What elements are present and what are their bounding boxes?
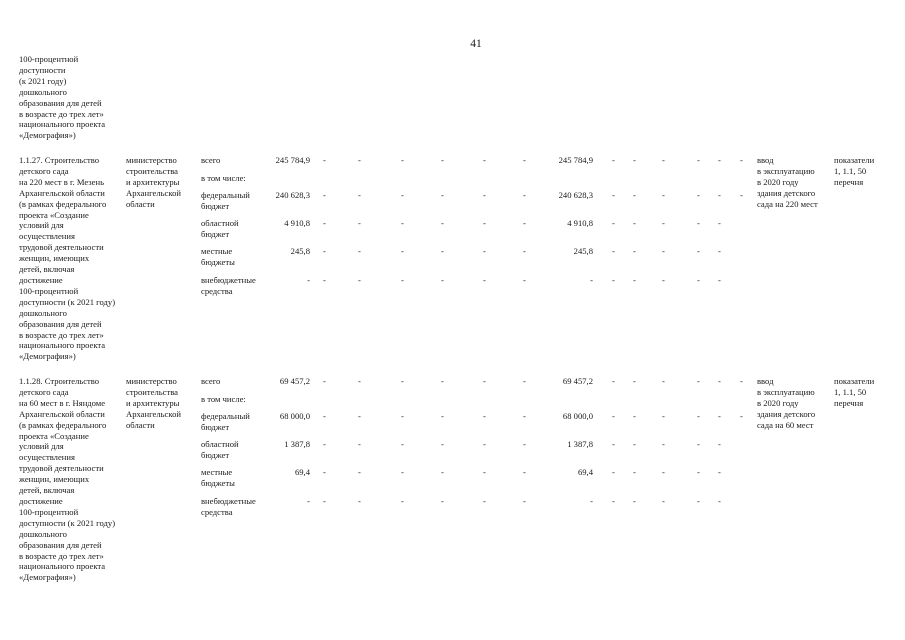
empty-year-cell: -: [612, 376, 615, 386]
empty-year-cell: -: [612, 275, 615, 285]
empty-year-cell: -: [483, 439, 486, 449]
total-amount: 69,4: [294, 467, 310, 477]
empty-year-cell: -: [358, 246, 361, 256]
funding-source-label: федеральный бюджет: [201, 190, 250, 211]
empty-year-cell: -: [633, 411, 636, 421]
empty-year-cell: -: [697, 190, 700, 200]
indicators-cell: показатели 1, 1.1, 50 перечня: [834, 376, 875, 408]
empty-year-cell: -: [441, 376, 444, 386]
empty-year-cell: -: [740, 190, 743, 200]
funding-source-label: областной бюджет: [201, 218, 239, 239]
empty-year-cell: -: [633, 218, 636, 228]
empty-year-cell: -: [401, 496, 404, 506]
empty-year-cell: -: [662, 496, 665, 506]
empty-year-cell: -: [718, 246, 721, 256]
total-amount: -: [307, 275, 310, 285]
empty-year-cell: -: [718, 190, 721, 200]
measure-title: 1.1.27. Строительство детского сада на 220 мест в г. Мезень Архангельской области (в рамках федерального проекта «Создание условий для осуществления трудовой деятельности женщин, имеющих детей, включая достижение 100-процентной доступности (к 2021 году) дошкольного образования для детей в возрасте до трех лет» национального проекта «Демография»): [19, 155, 116, 362]
empty-year-cell: -: [441, 275, 444, 285]
executor-cell: министерство строительства и архитектуры Архангельской области: [126, 376, 181, 430]
empty-year-cell: -: [401, 218, 404, 228]
empty-year-cell: -: [358, 439, 361, 449]
empty-year-cell: -: [358, 190, 361, 200]
empty-year-cell: -: [441, 496, 444, 506]
empty-year-cell: -: [358, 218, 361, 228]
empty-year-cell: -: [662, 218, 665, 228]
empty-year-cell: -: [697, 496, 700, 506]
empty-year-cell: -: [401, 190, 404, 200]
empty-year-cell: -: [662, 275, 665, 285]
empty-year-cell: -: [718, 275, 721, 285]
empty-year-cell: -: [612, 496, 615, 506]
funding-source-label: областной бюджет: [201, 439, 239, 460]
empty-year-cell: -: [718, 218, 721, 228]
empty-year-cell: -: [740, 411, 743, 421]
empty-year-cell: -: [401, 275, 404, 285]
expected-result-cell: ввод в эксплуатацию в 2020 году здания детского сада на 60 мест: [757, 376, 816, 430]
empty-year-cell: -: [401, 439, 404, 449]
executor-cell: министерство строительства и архитектуры Архангельской области: [126, 155, 181, 209]
empty-year-cell: -: [483, 190, 486, 200]
empty-year-cell: -: [401, 376, 404, 386]
empty-year-cell: -: [523, 246, 526, 256]
empty-year-cell: -: [523, 496, 526, 506]
empty-year-cell: -: [612, 246, 615, 256]
empty-year-cell: -: [662, 411, 665, 421]
empty-year-cell: -: [401, 467, 404, 477]
empty-year-cell: -: [633, 190, 636, 200]
empty-year-cell: -: [483, 155, 486, 165]
amount-2020: 69 457,2: [562, 376, 593, 386]
empty-year-cell: -: [483, 496, 486, 506]
empty-year-cell: -: [697, 439, 700, 449]
empty-year-cell: -: [483, 246, 486, 256]
empty-year-cell: -: [323, 439, 326, 449]
empty-year-cell: -: [662, 155, 665, 165]
empty-year-cell: -: [483, 376, 486, 386]
empty-year-cell: -: [718, 496, 721, 506]
amount-2020: 69,4: [577, 467, 593, 477]
amount-2020: 1 387,8: [567, 439, 593, 449]
empty-year-cell: -: [662, 439, 665, 449]
empty-year-cell: -: [697, 467, 700, 477]
empty-year-cell: -: [323, 190, 326, 200]
empty-year-cell: -: [441, 439, 444, 449]
empty-year-cell: -: [358, 275, 361, 285]
empty-year-cell: -: [323, 467, 326, 477]
empty-year-cell: -: [633, 496, 636, 506]
empty-year-cell: -: [740, 155, 743, 165]
empty-year-cell: -: [323, 275, 326, 285]
empty-year-cell: -: [523, 218, 526, 228]
empty-year-cell: -: [697, 411, 700, 421]
total-amount: 245,8: [290, 246, 310, 256]
empty-year-cell: -: [358, 496, 361, 506]
empty-year-cell: -: [633, 467, 636, 477]
empty-year-cell: -: [718, 439, 721, 449]
amount-2020: 245 784,9: [558, 155, 593, 165]
empty-year-cell: -: [523, 376, 526, 386]
total-amount: 69 457,2: [279, 376, 310, 386]
empty-year-cell: -: [718, 411, 721, 421]
total-amount: 4 910,8: [284, 218, 310, 228]
empty-year-cell: -: [323, 218, 326, 228]
empty-year-cell: -: [483, 467, 486, 477]
funding-source-label: внебюджетные средства: [201, 275, 256, 296]
empty-year-cell: -: [323, 411, 326, 421]
empty-year-cell: -: [697, 218, 700, 228]
empty-year-cell: -: [612, 190, 615, 200]
indicators-cell: показатели 1, 1.1, 50 перечня: [834, 155, 875, 187]
total-amount: 1 387,8: [284, 439, 310, 449]
empty-year-cell: -: [483, 218, 486, 228]
empty-year-cell: -: [483, 411, 486, 421]
empty-year-cell: -: [612, 411, 615, 421]
empty-year-cell: -: [662, 376, 665, 386]
empty-year-cell: -: [358, 411, 361, 421]
page-number: 41: [470, 38, 482, 50]
amount-2020: 240 628,3: [558, 190, 593, 200]
empty-year-cell: -: [633, 275, 636, 285]
empty-year-cell: -: [323, 496, 326, 506]
empty-year-cell: -: [523, 439, 526, 449]
empty-year-cell: -: [718, 376, 721, 386]
empty-year-cell: -: [523, 467, 526, 477]
amount-2020: -: [590, 496, 593, 506]
amount-2020: 4 910,8: [567, 218, 593, 228]
empty-year-cell: -: [697, 246, 700, 256]
empty-year-cell: -: [401, 155, 404, 165]
empty-year-cell: -: [633, 439, 636, 449]
empty-year-cell: -: [441, 218, 444, 228]
funding-source-label: всего: [201, 376, 221, 386]
empty-year-cell: -: [441, 467, 444, 477]
expected-result-cell: ввод в эксплуатацию в 2020 году здания детского сада на 220 мест: [757, 155, 818, 209]
empty-year-cell: -: [612, 439, 615, 449]
empty-year-cell: -: [523, 155, 526, 165]
total-amount: -: [307, 496, 310, 506]
funding-source-label: в том числе:: [201, 394, 246, 404]
empty-year-cell: -: [662, 467, 665, 477]
amount-2020: 245,8: [573, 246, 593, 256]
empty-year-cell: -: [633, 246, 636, 256]
empty-year-cell: -: [718, 155, 721, 165]
measure-title: 1.1.28. Строительство детского сада на 60 мест в г. Няндоме Архангельской области (в рамках федерального проекта «Создание условий для осуществления трудовой деятельности женщин, имеющих детей, включая достижение 100-процентной доступности (к 2021 году) дошкольного образования для детей в возрасте до трех лет» национального проекта «Демография»): [19, 376, 116, 583]
empty-year-cell: -: [697, 155, 700, 165]
empty-year-cell: -: [718, 467, 721, 477]
empty-year-cell: -: [612, 155, 615, 165]
empty-year-cell: -: [401, 246, 404, 256]
empty-year-cell: -: [697, 376, 700, 386]
empty-year-cell: -: [323, 376, 326, 386]
funding-source-label: всего: [201, 155, 221, 165]
empty-year-cell: -: [323, 155, 326, 165]
funding-source-label: в том числе:: [201, 173, 246, 183]
funding-source-label: федеральный бюджет: [201, 411, 250, 432]
total-amount: 245 784,9: [275, 155, 310, 165]
empty-year-cell: -: [612, 467, 615, 477]
empty-year-cell: -: [441, 411, 444, 421]
total-amount: 68 000,0: [279, 411, 310, 421]
empty-year-cell: -: [441, 155, 444, 165]
empty-year-cell: -: [740, 376, 743, 386]
empty-year-cell: -: [633, 155, 636, 165]
empty-year-cell: -: [523, 275, 526, 285]
empty-year-cell: -: [662, 190, 665, 200]
empty-year-cell: -: [523, 190, 526, 200]
empty-year-cell: -: [441, 190, 444, 200]
funding-source-label: местные бюджеты: [201, 246, 235, 267]
empty-year-cell: -: [358, 155, 361, 165]
empty-year-cell: -: [662, 246, 665, 256]
amount-2020: 68 000,0: [562, 411, 593, 421]
empty-year-cell: -: [483, 275, 486, 285]
funding-source-label: внебюджетные средства: [201, 496, 256, 517]
funding-source-label: местные бюджеты: [201, 467, 235, 488]
continued-measure-text: 100-процентной доступности (к 2021 году) дошкольного образования для детей в возрасте до трех лет» национального проекта «Демография»): [19, 54, 106, 141]
empty-year-cell: -: [697, 275, 700, 285]
empty-year-cell: -: [358, 467, 361, 477]
empty-year-cell: -: [358, 376, 361, 386]
empty-year-cell: -: [612, 218, 615, 228]
empty-year-cell: -: [441, 246, 444, 256]
amount-2020: -: [590, 275, 593, 285]
empty-year-cell: -: [323, 246, 326, 256]
empty-year-cell: -: [523, 411, 526, 421]
total-amount: 240 628,3: [275, 190, 310, 200]
empty-year-cell: -: [401, 411, 404, 421]
empty-year-cell: -: [633, 376, 636, 386]
